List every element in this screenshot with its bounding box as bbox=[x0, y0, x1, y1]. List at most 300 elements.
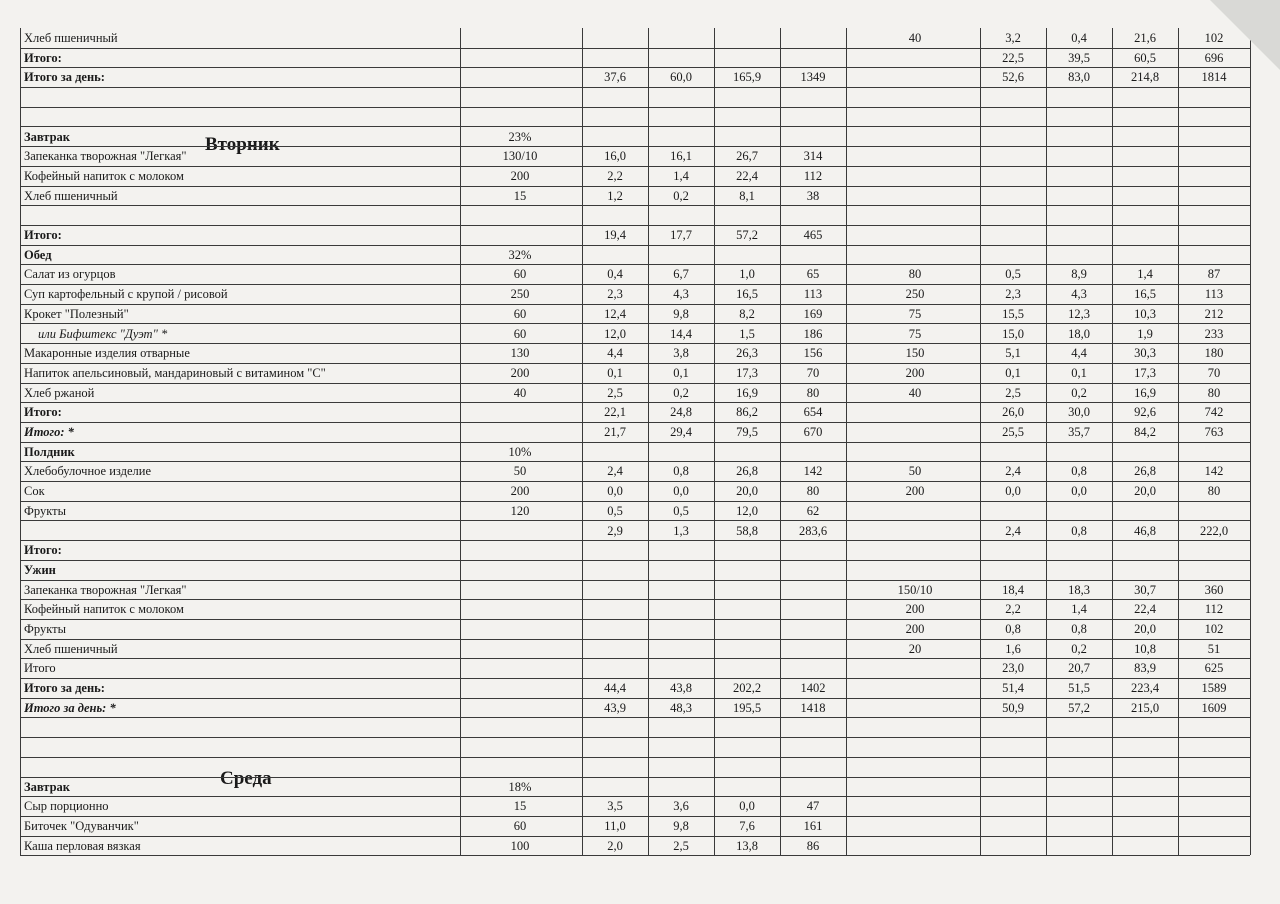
nutrient-value-b bbox=[980, 718, 1046, 738]
table-row bbox=[20, 678, 1250, 699]
nutrient-value-a bbox=[582, 639, 648, 659]
portion-weight-b: 50 bbox=[908, 464, 922, 479]
dish-name: Итого: * bbox=[24, 425, 74, 439]
nutrient-value-a: 169 bbox=[803, 306, 823, 321]
nutrient-value-a bbox=[582, 442, 648, 462]
portion-weight-a bbox=[460, 422, 580, 442]
nutrient-value-a: 1,4 bbox=[673, 168, 689, 183]
portion-weight-a bbox=[460, 580, 580, 600]
day-title-tuesday: Вторник bbox=[205, 134, 280, 155]
nutrient-value-a bbox=[714, 757, 780, 777]
nutrient-value-a bbox=[648, 757, 714, 777]
nutrient-value-a: 2,4 bbox=[607, 464, 623, 479]
nutrient-value-b: 0,1 bbox=[1005, 365, 1021, 380]
nutrient-value-a: 0,2 bbox=[673, 385, 689, 400]
table-row bbox=[20, 619, 1250, 640]
nutrient-value-b bbox=[1046, 836, 1112, 856]
nutrient-value-b: 80 bbox=[1207, 385, 1221, 400]
nutrient-value-b bbox=[1112, 757, 1178, 777]
nutrient-value-b: 46,8 bbox=[1134, 523, 1156, 538]
nutrient-value-a: 6,7 bbox=[673, 267, 689, 282]
nutrient-value-a: 465 bbox=[803, 228, 823, 242]
nutrient-value-a: 38 bbox=[806, 188, 820, 203]
nutrient-value-a: 2,3 bbox=[607, 287, 623, 302]
nutrient-value-a bbox=[648, 580, 714, 600]
nutrient-value-b bbox=[980, 87, 1046, 107]
nutrient-value-b bbox=[1178, 737, 1250, 757]
nutrient-value-b: 20,7 bbox=[1068, 661, 1090, 676]
portion-weight-b bbox=[850, 127, 980, 147]
nutrient-value-b bbox=[1112, 205, 1178, 225]
nutrient-value-b bbox=[1112, 796, 1178, 816]
nutrient-value-b: 2,3 bbox=[1005, 287, 1021, 302]
table-grid-line bbox=[648, 28, 649, 855]
dish-name: Итого за день: bbox=[24, 681, 105, 696]
nutrient-value-a: 283,6 bbox=[798, 523, 828, 538]
dish-name: Итого: bbox=[24, 543, 62, 558]
portion-weight-b bbox=[850, 836, 980, 856]
nutrient-value-b bbox=[1178, 146, 1250, 166]
nutrient-value-a bbox=[780, 205, 846, 225]
nutrient-value-b bbox=[1046, 225, 1112, 245]
nutrient-value-a bbox=[582, 205, 648, 225]
nutrient-value-a bbox=[714, 580, 780, 600]
nutrient-value-a bbox=[780, 757, 846, 777]
portion-weight-a: 130/10 bbox=[502, 149, 538, 164]
nutrient-value-a: 11,0 bbox=[604, 819, 626, 833]
portion-weight-b bbox=[850, 48, 980, 68]
nutrient-value-b bbox=[1178, 757, 1250, 777]
table-row bbox=[20, 461, 1250, 482]
nutrient-value-b bbox=[1046, 87, 1112, 107]
nutrient-value-b: 2,5 bbox=[1005, 385, 1021, 400]
portion-weight-a bbox=[460, 87, 580, 107]
nutrient-value-b: 696 bbox=[1204, 50, 1224, 65]
nutrient-value-b: 20,0 bbox=[1134, 622, 1156, 636]
nutrient-value-a bbox=[780, 658, 846, 678]
nutrient-value-b bbox=[1178, 836, 1250, 856]
nutrient-value-b: 15,5 bbox=[1002, 306, 1024, 321]
nutrient-value-b: 180 bbox=[1204, 346, 1224, 361]
nutrient-value-a: 0,5 bbox=[673, 503, 689, 518]
nutrient-value-a: 37,6 bbox=[604, 70, 626, 85]
portion-weight-b bbox=[850, 796, 980, 816]
nutrient-value-b: 30,0 bbox=[1068, 405, 1090, 420]
table-grid-line bbox=[20, 28, 21, 855]
portion-weight-a: 15 bbox=[513, 188, 527, 203]
portion-weight-a: 200 bbox=[510, 168, 530, 183]
nutrient-value-a bbox=[714, 442, 780, 462]
nutrient-value-b bbox=[1112, 225, 1178, 245]
nutrient-value-a: 2,5 bbox=[673, 838, 689, 853]
dish-name: Кофейный напиток с молоком bbox=[24, 168, 184, 183]
dish-name: или Бифштекс "Дуэт" * bbox=[38, 326, 168, 341]
portion-weight-b bbox=[850, 678, 980, 698]
nutrient-value-b bbox=[1112, 442, 1178, 462]
nutrient-value-a: 20,0 bbox=[736, 484, 758, 499]
dish-name: Крокет "Полезный" bbox=[24, 306, 129, 321]
nutrient-value-b: 15,0 bbox=[1002, 326, 1024, 341]
nutrient-value-b bbox=[980, 205, 1046, 225]
nutrient-value-b: 214,8 bbox=[1130, 70, 1160, 85]
nutrient-value-b: 35,7 bbox=[1068, 425, 1090, 439]
nutrient-value-b: 223,4 bbox=[1130, 681, 1160, 696]
nutrient-value-a bbox=[648, 619, 714, 639]
dish-name: Салат из огурцов bbox=[24, 267, 116, 282]
nutrient-value-b bbox=[1046, 560, 1112, 580]
portion-weight-a bbox=[460, 402, 580, 422]
nutrient-value-b bbox=[1112, 816, 1178, 836]
portion-weight-b bbox=[850, 560, 980, 580]
nutrient-value-b bbox=[1046, 146, 1112, 166]
dish-name: Завтрак bbox=[24, 779, 70, 794]
table-row bbox=[20, 757, 1250, 778]
nutrient-value-b bbox=[1178, 166, 1250, 186]
portion-weight-a bbox=[460, 619, 580, 639]
nutrient-value-a: 142 bbox=[803, 464, 823, 479]
dish-name: Каша перловая вязкая bbox=[24, 838, 141, 853]
menu-table bbox=[20, 28, 1250, 904]
portion-weight-a: 23% bbox=[508, 129, 532, 144]
table-grid-line bbox=[1046, 28, 1047, 855]
nutrient-value-b: 70 bbox=[1207, 365, 1221, 380]
nutrient-value-a: 0,5 bbox=[607, 503, 623, 518]
nutrient-value-a bbox=[582, 757, 648, 777]
dish-name: Хлеб пшеничный bbox=[24, 641, 118, 656]
nutrient-value-a bbox=[714, 599, 780, 619]
nutrient-value-b: 52,6 bbox=[1002, 70, 1024, 85]
table-grid-line bbox=[714, 28, 715, 855]
table-row bbox=[20, 166, 1250, 187]
nutrient-value-a bbox=[582, 540, 648, 560]
nutrient-value-a bbox=[648, 205, 714, 225]
nutrient-value-a: 58,8 bbox=[736, 523, 758, 538]
nutrient-value-a: 43,8 bbox=[670, 681, 692, 696]
nutrient-value-a: 112 bbox=[803, 168, 823, 183]
nutrient-value-b: 18,0 bbox=[1068, 326, 1090, 341]
nutrient-value-b: 80 bbox=[1207, 484, 1221, 499]
nutrient-value-a bbox=[582, 718, 648, 738]
nutrient-value-a: 80 bbox=[806, 484, 820, 499]
nutrient-value-a bbox=[582, 658, 648, 678]
nutrient-value-b bbox=[1046, 757, 1112, 777]
nutrient-value-a: 7,6 bbox=[739, 819, 755, 833]
nutrient-value-b bbox=[1112, 127, 1178, 147]
table-grid-line bbox=[1250, 28, 1251, 855]
nutrient-value-a: 43,9 bbox=[604, 700, 626, 715]
table-row bbox=[20, 796, 1250, 817]
nutrient-value-a: 202,2 bbox=[732, 681, 762, 696]
nutrient-value-a bbox=[582, 127, 648, 147]
nutrient-value-b bbox=[1112, 166, 1178, 186]
nutrient-value-b: 3,2 bbox=[1005, 31, 1021, 45]
table-grid-line bbox=[582, 28, 583, 855]
dish-name: Сыр порционно bbox=[24, 799, 109, 814]
nutrient-value-a: 0,0 bbox=[739, 799, 755, 814]
nutrient-value-a bbox=[648, 777, 714, 797]
nutrient-value-a bbox=[648, 245, 714, 265]
table-row bbox=[20, 501, 1250, 522]
nutrient-value-b: 30,3 bbox=[1134, 346, 1156, 361]
nutrient-value-a bbox=[780, 107, 846, 127]
portion-weight-a: 130 bbox=[510, 346, 530, 361]
nutrient-value-b: 18,4 bbox=[1002, 582, 1024, 597]
table-row bbox=[20, 560, 1250, 581]
nutrient-value-a: 9,8 bbox=[673, 306, 689, 321]
nutrient-value-b: 26,8 bbox=[1134, 464, 1156, 479]
nutrient-value-a bbox=[648, 442, 714, 462]
nutrient-value-b: 39,5 bbox=[1068, 50, 1090, 65]
nutrient-value-b bbox=[980, 540, 1046, 560]
nutrient-value-b: 2,4 bbox=[1005, 523, 1021, 538]
portion-weight-b bbox=[850, 245, 980, 265]
nutrient-value-b bbox=[980, 501, 1046, 521]
nutrient-value-b bbox=[1112, 560, 1178, 580]
nutrient-value-a bbox=[582, 777, 648, 797]
nutrient-value-a: 2,5 bbox=[607, 385, 623, 400]
nutrient-value-b bbox=[980, 166, 1046, 186]
portion-weight-a: 100 bbox=[510, 838, 530, 853]
nutrient-value-a: 1418 bbox=[800, 700, 826, 715]
nutrient-value-a: 57,2 bbox=[736, 228, 758, 242]
nutrient-value-b bbox=[1112, 186, 1178, 206]
nutrient-value-a bbox=[714, 658, 780, 678]
nutrient-value-b bbox=[1178, 107, 1250, 127]
nutrient-value-b: 625 bbox=[1204, 661, 1224, 676]
nutrient-value-b bbox=[1046, 107, 1112, 127]
table-row bbox=[20, 521, 1250, 542]
portion-weight-a bbox=[460, 225, 580, 245]
nutrient-value-b bbox=[1112, 87, 1178, 107]
nutrient-value-a: 17,3 bbox=[736, 365, 758, 380]
nutrient-value-a bbox=[648, 28, 714, 48]
nutrient-value-b bbox=[1046, 166, 1112, 186]
portion-weight-a bbox=[460, 540, 580, 560]
portion-weight-a: 60 bbox=[513, 819, 527, 833]
nutrient-value-b: 10,3 bbox=[1134, 306, 1156, 321]
nutrient-value-a: 86 bbox=[806, 838, 820, 853]
table-row bbox=[20, 639, 1250, 660]
nutrient-value-b: 16,5 bbox=[1134, 287, 1156, 302]
nutrient-value-a: 12,0 bbox=[736, 503, 758, 518]
portion-weight-a bbox=[460, 658, 580, 678]
nutrient-value-a: 0,0 bbox=[607, 484, 623, 499]
dish-name: Хлеб пшеничный bbox=[24, 31, 118, 45]
table-row bbox=[20, 698, 1250, 719]
nutrient-value-a bbox=[582, 599, 648, 619]
dish-name: Итого: bbox=[24, 50, 62, 65]
portion-weight-a bbox=[460, 718, 580, 738]
dish-name: Фрукты bbox=[24, 622, 66, 636]
nutrient-value-a bbox=[714, 540, 780, 560]
nutrient-value-a: 70 bbox=[806, 365, 820, 380]
nutrient-value-a bbox=[648, 87, 714, 107]
portion-weight-a bbox=[460, 599, 580, 619]
nutrient-value-a: 1,3 bbox=[673, 523, 689, 538]
nutrient-value-b: 22,5 bbox=[1002, 50, 1024, 65]
nutrient-value-a: 3,5 bbox=[607, 799, 623, 814]
nutrient-value-b: 1589 bbox=[1201, 681, 1227, 696]
portion-weight-a bbox=[460, 757, 580, 777]
nutrient-value-a: 19,4 bbox=[604, 228, 626, 242]
portion-weight-b: 40 bbox=[908, 31, 922, 45]
table-row bbox=[20, 264, 1250, 285]
dish-name: Ужин bbox=[24, 562, 56, 577]
nutrient-value-b: 0,8 bbox=[1005, 622, 1021, 636]
nutrient-value-b: 83,9 bbox=[1134, 661, 1156, 676]
table-row bbox=[20, 146, 1250, 167]
nutrient-value-b: 1609 bbox=[1201, 700, 1227, 715]
nutrient-value-b bbox=[980, 186, 1046, 206]
portion-weight-b bbox=[850, 186, 980, 206]
nutrient-value-a: 0,4 bbox=[607, 267, 623, 282]
nutrient-value-a: 44,4 bbox=[604, 681, 626, 696]
nutrient-value-a bbox=[582, 580, 648, 600]
nutrient-value-b: 212 bbox=[1204, 306, 1224, 321]
nutrient-value-a bbox=[714, 87, 780, 107]
nutrient-value-a bbox=[714, 619, 780, 639]
nutrient-value-b bbox=[1046, 245, 1112, 265]
nutrient-value-a: 0,8 bbox=[673, 464, 689, 479]
portion-weight-b: 80 bbox=[908, 267, 922, 282]
nutrient-value-a: 1,2 bbox=[607, 188, 623, 203]
nutrient-value-a: 8,2 bbox=[739, 306, 755, 321]
nutrient-value-b bbox=[1178, 205, 1250, 225]
nutrient-value-a: 80 bbox=[806, 385, 820, 400]
portion-weight-a bbox=[460, 639, 580, 659]
dish-name: Запеканка творожная "Легкая" bbox=[24, 149, 187, 164]
nutrient-value-b: 1,9 bbox=[1137, 326, 1153, 341]
nutrient-value-a bbox=[780, 87, 846, 107]
table-grid-line bbox=[846, 28, 847, 855]
nutrient-value-a bbox=[648, 639, 714, 659]
dish-name bbox=[24, 757, 464, 777]
nutrient-value-b: 742 bbox=[1204, 405, 1224, 420]
portion-weight-b: 20 bbox=[908, 641, 922, 656]
nutrient-value-a bbox=[648, 737, 714, 757]
table-row bbox=[20, 658, 1250, 679]
dish-name bbox=[24, 205, 464, 225]
nutrient-value-b bbox=[1178, 225, 1250, 245]
nutrient-value-b: 763 bbox=[1204, 425, 1224, 439]
portion-weight-b bbox=[850, 777, 980, 797]
nutrient-value-b bbox=[1046, 501, 1112, 521]
nutrient-value-a bbox=[780, 245, 846, 265]
dish-name: Итого за день: * bbox=[24, 700, 116, 715]
nutrient-value-b bbox=[980, 816, 1046, 836]
table-row bbox=[20, 777, 1250, 798]
table-row bbox=[20, 580, 1250, 601]
nutrient-value-b bbox=[1046, 718, 1112, 738]
nutrient-value-a bbox=[780, 560, 846, 580]
nutrient-value-b bbox=[980, 836, 1046, 856]
nutrient-value-b: 10,8 bbox=[1134, 641, 1156, 656]
nutrient-value-b: 0,8 bbox=[1071, 523, 1087, 538]
nutrient-value-a bbox=[714, 107, 780, 127]
portion-weight-b bbox=[850, 166, 980, 186]
nutrient-value-b: 0,4 bbox=[1071, 31, 1087, 45]
table-grid-line bbox=[980, 28, 981, 855]
table-row bbox=[20, 304, 1250, 325]
nutrient-value-a: 16,9 bbox=[736, 385, 758, 400]
nutrient-value-b: 1,4 bbox=[1137, 267, 1153, 282]
table-row bbox=[20, 836, 1250, 857]
dish-name: Итого bbox=[24, 661, 56, 676]
nutrient-value-a: 12,4 bbox=[604, 306, 626, 321]
nutrient-value-b bbox=[1178, 816, 1250, 836]
nutrient-value-b: 113 bbox=[1204, 287, 1224, 302]
nutrient-value-a bbox=[780, 540, 846, 560]
nutrient-value-a bbox=[714, 737, 780, 757]
nutrient-value-b bbox=[1178, 540, 1250, 560]
table-row bbox=[20, 205, 1250, 226]
nutrient-value-b: 142 bbox=[1204, 464, 1224, 479]
nutrient-value-a: 8,1 bbox=[739, 188, 755, 203]
nutrient-value-a bbox=[582, 560, 648, 580]
portion-weight-b: 200 bbox=[905, 622, 925, 636]
dish-name: Биточек "Одуванчик" bbox=[24, 819, 139, 833]
dish-name: Итого: bbox=[24, 228, 62, 242]
nutrient-value-a bbox=[714, 48, 780, 68]
nutrient-value-a bbox=[780, 619, 846, 639]
table-row bbox=[20, 87, 1250, 108]
nutrient-value-a: 1,5 bbox=[739, 326, 755, 341]
nutrient-value-b bbox=[980, 796, 1046, 816]
nutrient-value-a: 17,7 bbox=[670, 228, 692, 242]
portion-weight-a bbox=[460, 737, 580, 757]
nutrient-value-b: 360 bbox=[1204, 582, 1224, 597]
nutrient-value-a: 113 bbox=[803, 287, 823, 302]
nutrient-value-a: 161 bbox=[803, 819, 823, 833]
nutrient-value-a: 2,2 bbox=[607, 168, 623, 183]
nutrient-value-a bbox=[648, 107, 714, 127]
nutrient-value-b bbox=[1046, 816, 1112, 836]
nutrient-value-a: 47 bbox=[806, 799, 820, 814]
folded-corner bbox=[1210, 0, 1280, 70]
nutrient-value-b: 112 bbox=[1204, 602, 1224, 617]
nutrient-value-a bbox=[714, 245, 780, 265]
dish-name: Итого: bbox=[24, 405, 62, 420]
portion-weight-b: 75 bbox=[908, 326, 922, 341]
nutrient-value-a: 13,8 bbox=[736, 838, 758, 853]
nutrient-value-b: 0,2 bbox=[1071, 641, 1087, 656]
nutrient-value-a: 2,0 bbox=[607, 838, 623, 853]
dish-name bbox=[24, 718, 464, 738]
nutrient-value-a bbox=[714, 639, 780, 659]
portion-weight-a bbox=[460, 205, 580, 225]
portion-weight-a: 32% bbox=[508, 247, 532, 262]
dish-name bbox=[24, 521, 464, 541]
portion-weight-b bbox=[850, 146, 980, 166]
portion-weight-b: 150/10 bbox=[897, 582, 933, 597]
table-row bbox=[20, 186, 1250, 207]
nutrient-value-a: 3,6 bbox=[673, 799, 689, 814]
portion-weight-b bbox=[850, 698, 980, 718]
table-row bbox=[20, 383, 1250, 404]
nutrient-value-a: 16,1 bbox=[670, 149, 692, 164]
nutrient-value-a bbox=[648, 658, 714, 678]
table-grid-line bbox=[460, 28, 461, 855]
nutrient-value-a bbox=[648, 127, 714, 147]
table-row bbox=[20, 343, 1250, 364]
nutrient-value-a: 22,1 bbox=[604, 405, 626, 420]
nutrient-value-b: 215,0 bbox=[1130, 700, 1160, 715]
portion-weight-a: 120 bbox=[510, 503, 530, 518]
nutrient-value-a bbox=[714, 560, 780, 580]
nutrient-value-b: 8,9 bbox=[1071, 267, 1087, 282]
portion-weight-b: 200 bbox=[905, 602, 925, 617]
nutrient-value-a: 12,0 bbox=[604, 326, 626, 341]
